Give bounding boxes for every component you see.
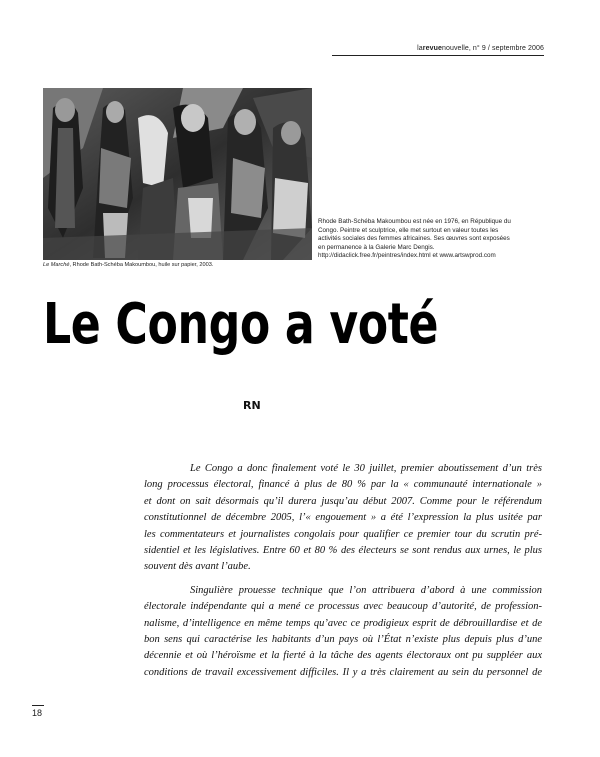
running-header (332, 45, 544, 52)
caption-title: Le Marché (43, 262, 70, 268)
artist-note-line: Rhode Bath-Schéba Makoumbou est née en 1976, en République du (318, 218, 511, 225)
artist-note (318, 218, 533, 261)
body-line: Singulière prouesse technique que l’on attribuera d’abord à une commission (190, 584, 542, 596)
header-brand: revue (422, 45, 442, 52)
painting-image (43, 88, 312, 260)
body-line: sidentiel et les législatives. Entre 60 et 80 % des électeurs se sont rendus aux urnes, le plus (144, 545, 542, 557)
body-line: bon sens qui caractérise les habitants d’un pays où l’État n’existe plus depuis plus d’une (144, 634, 542, 646)
paragraph-1 (144, 461, 542, 576)
article-author: RN (243, 399, 261, 412)
header-brand-prefix: la (417, 45, 423, 52)
page-number-rule (32, 705, 44, 706)
header-issue: nouvelle, n° 9 / septembre 2006 (441, 45, 544, 52)
body-line: et dont on sait désormais qu’il durera jusqu’au début 2007. Comme pour le référendum (144, 495, 542, 507)
body-line: Le Congo a donc finalement voté le 30 juillet, premier aboutissement d’un très (190, 463, 542, 474)
body-line: électorale indépendante qui a mené ce processus avec beaucoup d’autorité, de profession- (144, 601, 542, 613)
body-line: long processus électoral, financé à plus de 80 % par la « communauté internationale » (144, 479, 542, 491)
body-line: décennie et où l’héroïsme et la fierté à la tâche des agents électoraux ont pu suppléer aux (144, 650, 542, 662)
header-rule (332, 55, 544, 56)
artist-note-link: http://didaclick.free.fr/peintres/index.html et www.artswprod.com (318, 252, 496, 260)
body-line: nalisme, d’intelligence en même temps qu’avec ce prodigieux esprit de débrouillardise et de (144, 617, 542, 629)
painting-caption (43, 262, 313, 268)
caption-credit: , Rhode Bath-Schéba Makoumbou, huile sur papier, 2003. (69, 262, 214, 268)
body-line: les commentateurs et journalistes congolais pour qualifier ce premier tour du scrutin pré- (144, 528, 542, 540)
artist-note-line: en permanence à la Galerie Marc Dengis. (318, 243, 435, 251)
paragraph-gap (144, 576, 542, 583)
article-title: Le Congo a voté (43, 292, 439, 357)
artist-note-line: activités sociales des femmes africaines. Ses œuvres sont exposées (318, 235, 510, 243)
article-body (144, 461, 542, 681)
page-number: 18 (32, 708, 43, 718)
body-line: souvent dès avant l’aube. (144, 561, 251, 573)
paragraph-2 (144, 583, 542, 681)
artist-note-line: Congo. Peintre et sculptrice, elle met surtout en valeur toutes les (318, 226, 499, 234)
body-line: conditions de travail excessivement difficiles. Il y a très clairement au sein du personnel de (144, 666, 542, 678)
body-line: constitutionnel de décembre 2005, l’« engouement » a été l’expression la plus usitée par (144, 512, 542, 524)
